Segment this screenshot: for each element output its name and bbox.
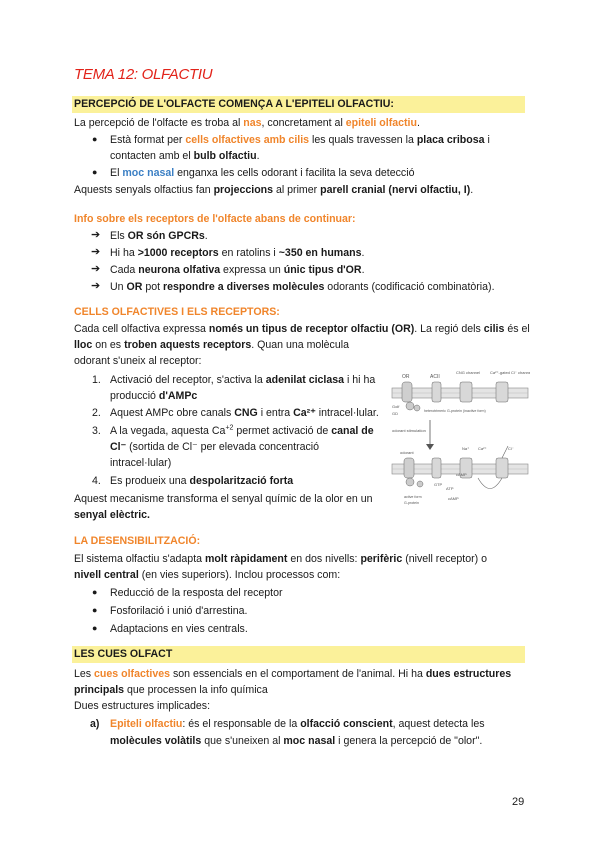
cl-channel-shape (496, 382, 508, 402)
paragraph: Dues estructures implicades: (74, 700, 211, 712)
label-g-protein-active: G-protein (404, 501, 419, 505)
step-number: 1. (92, 374, 101, 386)
step-number: 4. (92, 475, 101, 487)
bullet-dot: ● (92, 134, 98, 144)
bullet-item: Fosforilació i unió d'arrestina. (110, 605, 248, 617)
paragraph-outro: Aquests senyals olfactius fan projeccions al primer parell cranial (nervi olfactiu, I). (74, 184, 474, 196)
bullet-dot: ● (92, 587, 98, 597)
list-item: Hi ha >1000 receptors en ratolins i ~350 en humans. (110, 247, 365, 259)
arrow-bullet-icon: ➔ (91, 263, 101, 275)
paragraph: nivell central (en vies superiors). Inclou processos com: (74, 569, 341, 581)
paragraph: Les cues olfactives son essencials en el comportament de l'animal. Hi ha dues estructures (74, 668, 512, 680)
label-acii: ACII (430, 374, 440, 380)
label-cl-gated: Ca²⁺-gated Cl⁻ channel (490, 370, 530, 375)
section-heading-epiteli: PERCEPCIÓ DE L'OLFACTE COMENÇA A L'EPITELI OLFACTIU: (72, 96, 525, 113)
label-ca: Ca²⁺ (478, 446, 487, 451)
bullet-item: El moc nasal enganxa les cells odorant i facilita la seva detecció (110, 167, 415, 179)
list-item: Un OR pot respondre a diverses molècules odorants (codificació combinatòria). (110, 281, 495, 293)
page-number: 29 (512, 796, 525, 808)
section-heading-cues: LES CUES OLFACT (72, 646, 525, 663)
paragraph-intro: La percepció de l'olfacte es troba al nas, concretament al epiteli olfactiu. (74, 117, 420, 129)
g-protein-shape (417, 481, 423, 487)
ca-flow-arrow (478, 478, 502, 489)
step-item-continued: intracel·lular) (110, 457, 172, 469)
g-protein-shape (414, 405, 420, 411)
label-golf: Golf (392, 404, 400, 409)
step-number: 3. (92, 425, 101, 437)
arrow-bullet-icon: ➔ (91, 246, 101, 258)
list-item: Els OR són GPCRs. (110, 230, 208, 242)
arrow-head-icon (426, 444, 434, 450)
label-gd: GD (392, 411, 398, 416)
cl-channel-shape (496, 458, 508, 478)
bullet-dot: ● (92, 605, 98, 615)
cng-channel-shape (460, 382, 472, 402)
subheading-cells-receptors: CELLS OLFACTIVES I ELS RECEPTORS: (74, 306, 280, 318)
label-na: Na⁺ (462, 446, 470, 451)
list-item: Cada neurona olfativa expressa un únic tipus d'OR. (110, 264, 365, 276)
label-gtp: GTP (434, 482, 443, 487)
subheading-receptors-info: Info sobre els receptors de l'olfacte abans de continuar: (74, 213, 356, 225)
step-item: Es produeix una despolarització forta (110, 475, 294, 487)
label-camp-bottom: cAMP (448, 496, 459, 501)
subheading-desensitization: LA DESENSIBILITZACIÓ: (74, 535, 201, 547)
label-or: OR (402, 374, 410, 380)
label-odorant: odorant (400, 450, 414, 455)
label-atp: ATP (446, 486, 454, 491)
cl-efflux-arrow (502, 446, 508, 458)
step-item: A la vegada, aquesta $Ca^{+2}$ permet activació de canal de (110, 424, 374, 437)
arrow-bullet-icon: ➔ (91, 280, 101, 292)
receptor-shape (404, 458, 414, 478)
step-item: Aquest AMPc obre canals CNG i entra Ca²⁺ intracel·lular. (110, 407, 379, 419)
olfactory-transduction-diagram (390, 366, 530, 516)
adenylyl-cyclase-shape (432, 458, 441, 478)
bullet-dot: ● (92, 167, 98, 177)
list-item: Epiteli olfactiu: és el responsable de la olfacció conscient, aquest detecta les (110, 718, 485, 730)
list-item-continued: molècules volàtils que s'uneixen al moc nasal i genera la percepció de "olor". (110, 735, 483, 747)
bullet-item: Reducció de la resposta del receptor (110, 587, 283, 599)
bullet-item: Adaptacions en vies centrals. (110, 623, 248, 635)
step-number: 2. (92, 407, 101, 419)
paragraph: odorant s'uneix al receptor: (74, 355, 202, 367)
receptor-shape (402, 382, 412, 402)
paragraph: senyal elèctric. (74, 509, 150, 521)
label-cng: CNG channel (456, 370, 481, 375)
bullet-item-continued: contacten amb el bulb olfactiu. (110, 150, 260, 162)
label-active-form: active form (404, 495, 422, 499)
label-cl: Cl⁻ (508, 446, 514, 451)
page-title: TEMA 12: OLFACTIU (74, 66, 213, 83)
label-g-protein: heterotrimeric G-protein (inactive form) (424, 409, 486, 413)
step-item: Activació del receptor, s'activa la adenilat ciclasa i hi ha (110, 374, 376, 386)
item-letter: a) (90, 718, 100, 730)
paragraph: Aquest mecanisme transforma el senyal químic de la olor en un (74, 493, 373, 505)
arrow-bullet-icon: ➔ (91, 229, 101, 241)
label-camp-channel: cAMP (456, 472, 467, 477)
g-protein-shape (406, 402, 414, 410)
paragraph: El sistema olfactiu s'adapta molt ràpidament en dos nivells: perifèric (nivell receptor) o (74, 553, 488, 565)
paragraph: Cada cell olfactiva expressa només un tipus de receptor olfactiu (OR). La regió dels cilis és el (74, 323, 530, 335)
bullet-dot: ● (92, 623, 98, 633)
g-protein-shape (406, 478, 414, 486)
diagram-svg (390, 366, 530, 516)
bullet-item: Està format per cells olfactives amb cilis les quals travessen la placa cribosa i (110, 134, 490, 146)
step-item-continued: Cl⁻ (sortida de Cl⁻ per elevada concentració (110, 441, 320, 453)
paragraph: lloc on es troben aquests receptors. Quan una molècula (74, 339, 349, 351)
adenylyl-cyclase-shape (432, 382, 441, 402)
paragraph: principals que processen la info química (74, 684, 268, 696)
step-item-continued: producció d'AMPc (110, 390, 198, 402)
label-odorant-stimulation: odorant stimulation (392, 428, 426, 433)
